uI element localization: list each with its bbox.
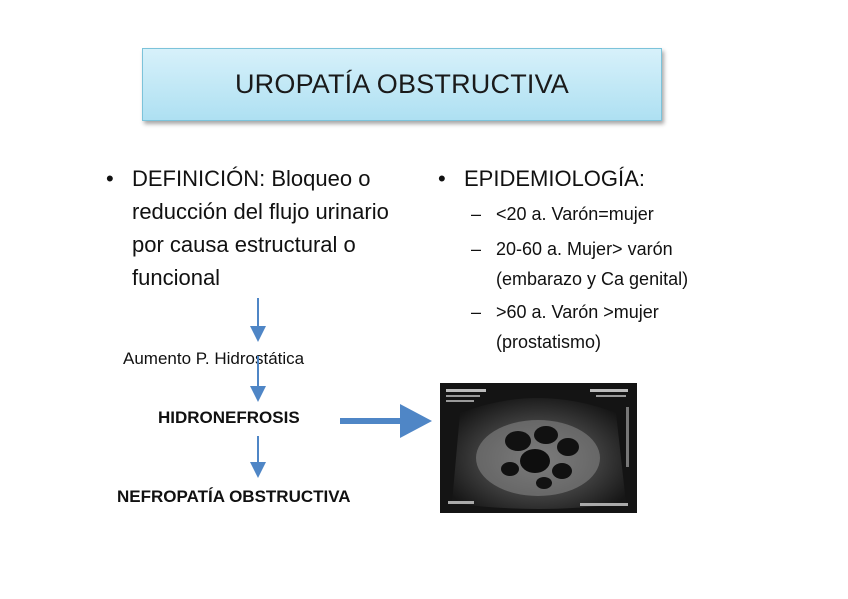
slide-title: UROPATÍA OBSTRUCTIVA	[234, 69, 570, 99]
bullet-icon: •	[438, 166, 446, 191]
flow-step-pressure: Aumento P. Hidrostática	[123, 349, 305, 368]
epidemiology-item-line: >60 a. Varón >mujer	[496, 302, 659, 322]
epidemiology-heading: EPIDEMIOLOGÍA:	[464, 166, 645, 191]
epidemiology-item-line: (prostatismo)	[496, 332, 602, 352]
flow-step-nephropathy: NEFROPATÍA OBSTRUCTIVA	[117, 487, 351, 506]
dash-icon: –	[471, 239, 482, 259]
epidemiology-item-line: (embarazo y Ca genital)	[496, 269, 689, 289]
definition-text: DEFINICIÓN: Bloqueo o reducción del flujo urinario por causa estructural o funcional	[132, 166, 389, 290]
bullet-icon: •	[106, 166, 114, 191]
flow-step-hydronephrosis: HIDRONEFROSIS	[158, 408, 300, 427]
dash-icon: –	[471, 302, 482, 322]
right-arrow-icon	[340, 404, 432, 438]
epidemiology-item-line: 20-60 a. Mujer> varón	[496, 239, 673, 259]
dash-icon: –	[471, 204, 482, 224]
epidemiology-item-line: <20 a. Varón=mujer	[496, 204, 654, 224]
